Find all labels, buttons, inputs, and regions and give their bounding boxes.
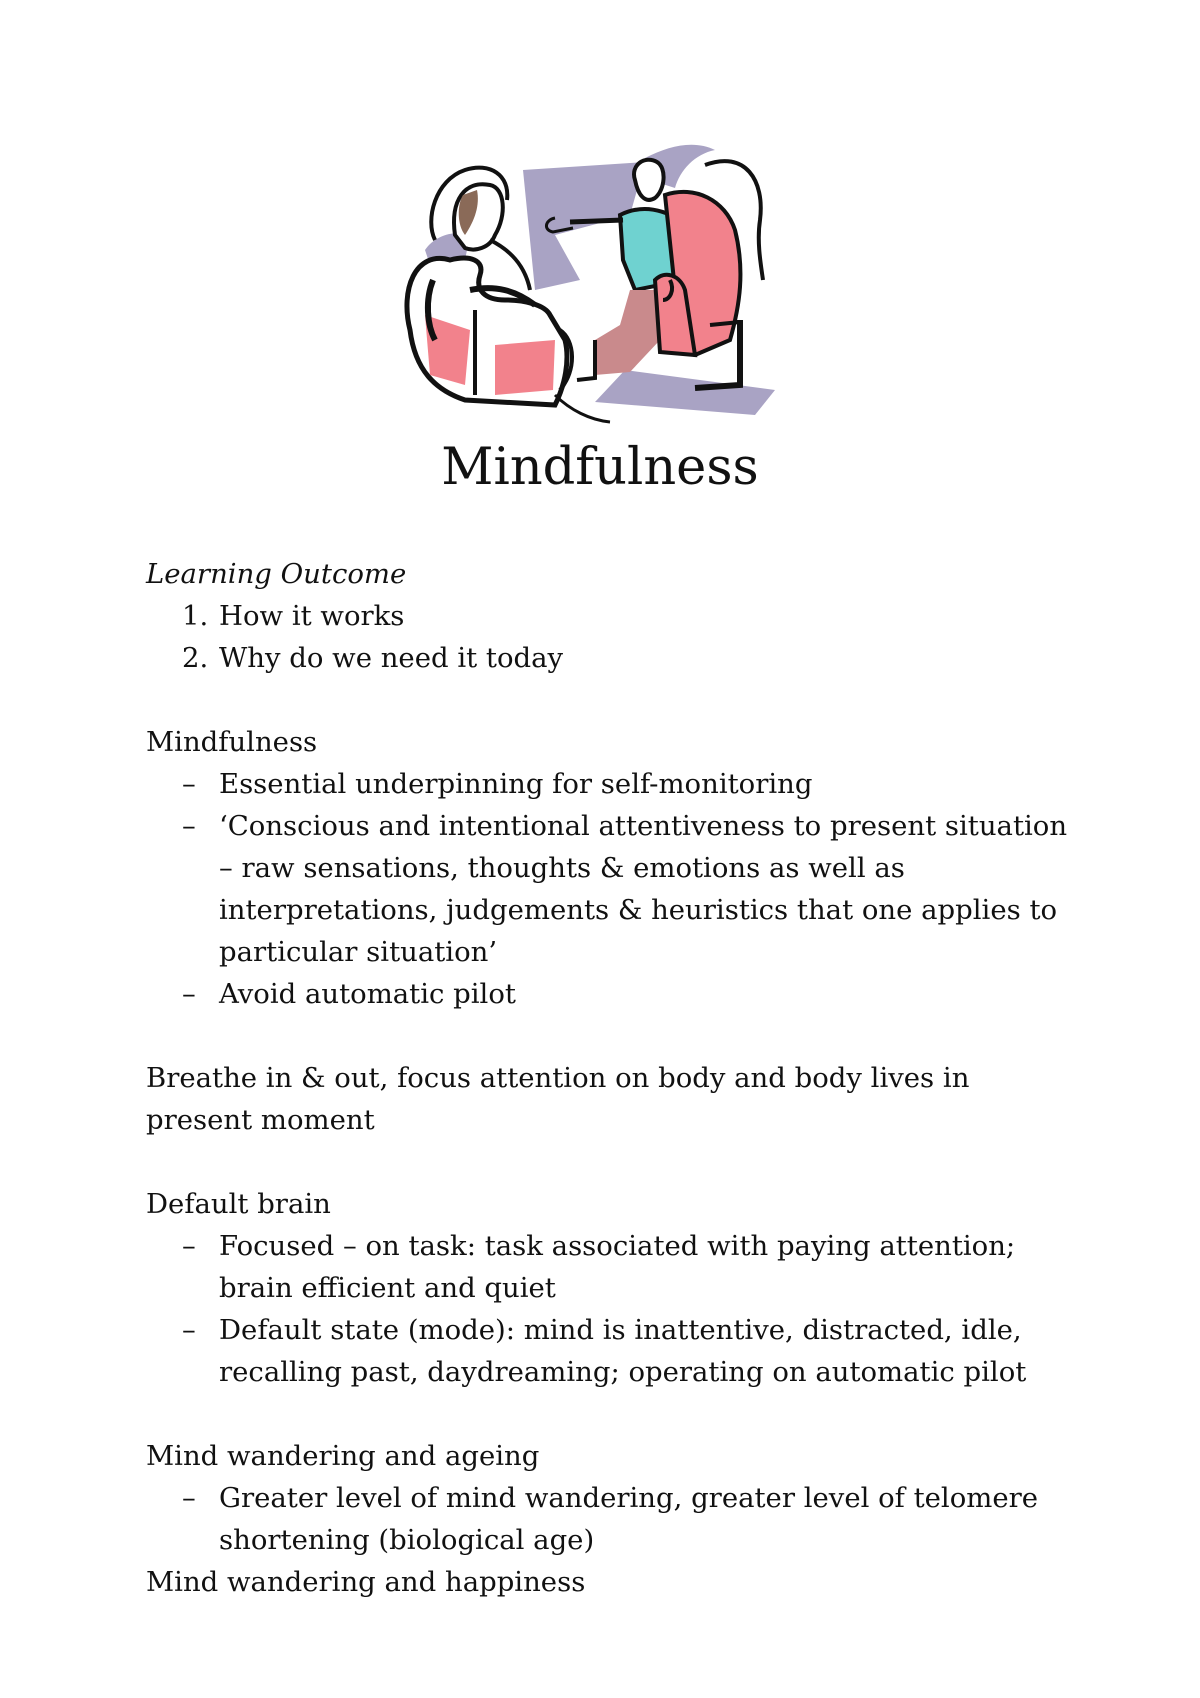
list-dash: – (182, 1482, 196, 1514)
list-item-text: Avoid automatic pilot (219, 978, 516, 1010)
list-item-text: How it works (219, 600, 405, 632)
document-body (146, 553, 1076, 1603)
list-dash: – (182, 978, 196, 1010)
list-number: 1. (182, 600, 209, 632)
blank-line (146, 1393, 1076, 1435)
list-item (146, 763, 1076, 805)
blank-line (146, 1141, 1076, 1183)
list-item-text: Essential underpinning for self-monitoring (219, 768, 813, 800)
mindfulness-heading: Mindfulness (146, 726, 318, 758)
list-item-text: Greater level of mind wandering, greater level of telomere shortening (biological age) (219, 1482, 1039, 1556)
list-item-text: ‘Conscious and intentional attentiveness to present situation – raw sensations, thoughts & emotions as well as interpretations, judgements & heuristics that one applies to particular situation’ (219, 810, 1068, 968)
list-item (146, 1225, 1076, 1309)
list-dash: – (182, 1230, 196, 1262)
list-dash: – (182, 810, 196, 842)
list-item (146, 805, 1076, 973)
page-title: Mindfulness (441, 438, 759, 497)
default-brain-heading: Default brain (146, 1188, 331, 1220)
breathe-paragraph: Breathe in & out, focus attention on body and body lives in present moment (146, 1062, 970, 1136)
happiness-heading: Mind wandering and happiness (146, 1566, 586, 1598)
list-number: 2. (182, 642, 209, 674)
list-item (146, 1309, 1076, 1393)
list-item-text: Default state (mode): mind is inattentive, distracted, idle, recalling past, daydreaming; operating on automatic pilot (219, 1314, 1027, 1388)
ageing-heading: Mind wandering and ageing (146, 1440, 540, 1472)
blank-line (146, 1015, 1076, 1057)
list-item (146, 1477, 1076, 1561)
list-item-text: Why do we need it today (219, 642, 564, 674)
learning-outcome-heading: Learning Outcome (146, 558, 407, 590)
list-item (146, 637, 1076, 679)
blank-line (146, 679, 1076, 721)
list-dash: – (182, 1314, 196, 1346)
list-dash: – (182, 768, 196, 800)
list-item-text: Focused – on task: task associated with paying attention; brain efficient and quiet (219, 1230, 1016, 1304)
list-item (146, 595, 1076, 637)
counseling-clipart (395, 140, 815, 435)
list-item (146, 973, 1076, 1015)
